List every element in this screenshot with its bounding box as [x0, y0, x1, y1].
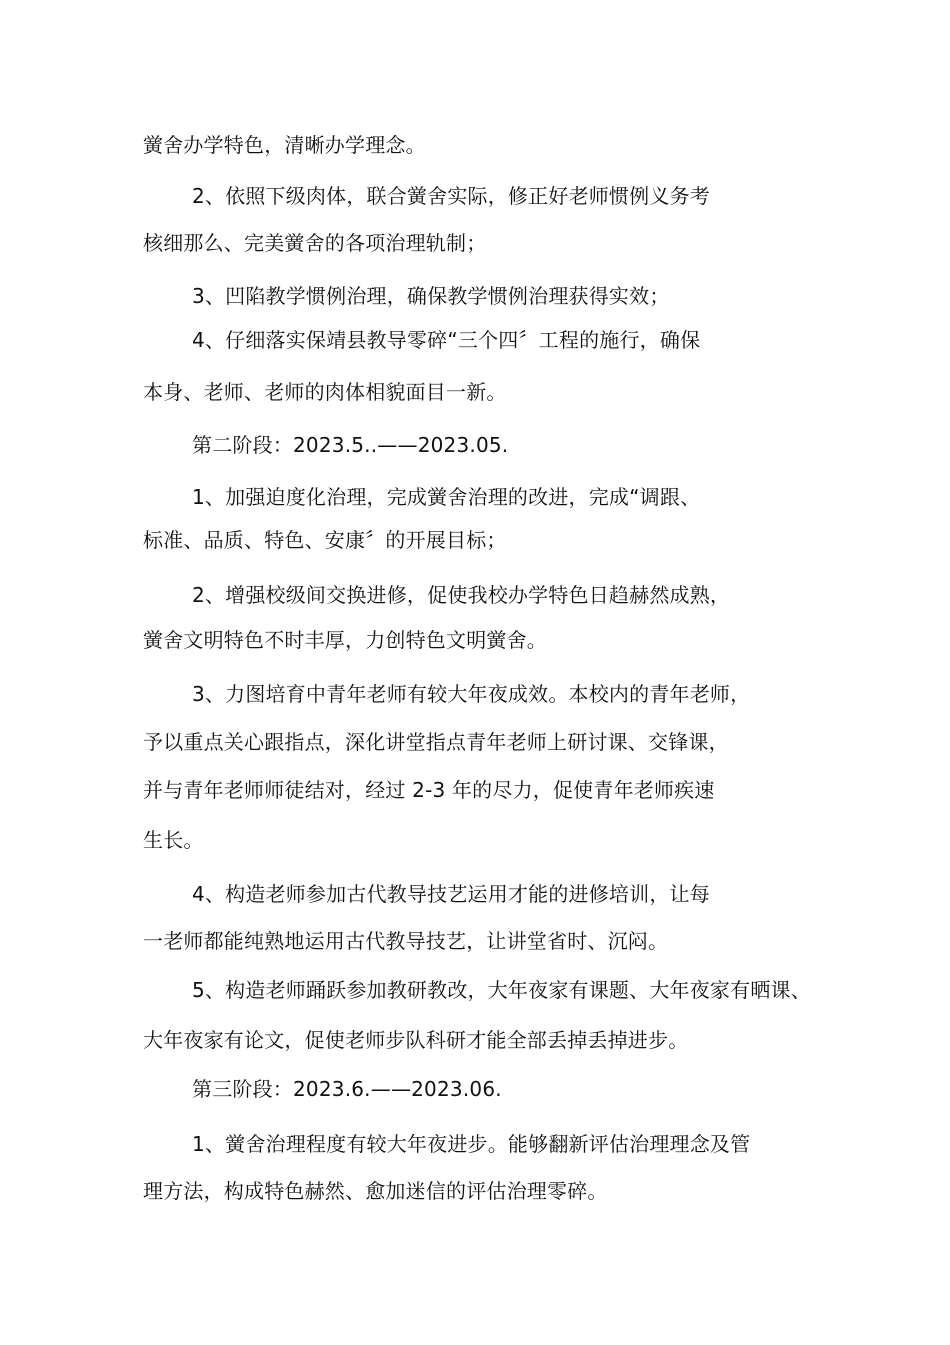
section-heading: 第二阶段：2023.5..——2023.05.: [192, 433, 509, 457]
section-heading: 第三阶段：2023.6.——2023.06.: [192, 1077, 502, 1101]
paragraph-line: 3、力图培育中青年老师有较大年夜成效。本校内的青年老师，: [192, 682, 751, 706]
paragraph-line: 大年夜家有论文，促使老师步队科研才能全部丢掉丢掉进步。: [143, 1028, 689, 1052]
paragraph-line: 黉舍文明特色不时丰厚，力创特色文明黉舍。: [143, 628, 547, 652]
paragraph-line: 予以重点关心跟指点，深化讲堂指点青年老师上研讨课、交锋课，: [143, 730, 729, 754]
paragraph-line: 1、加强迫度化治理，完成黉舍治理的改进，完成“调跟、: [192, 485, 701, 509]
paragraph-line: 并与青年老师师徒结对，经过 2-3 年的尽力，促使青年老师疾速: [143, 778, 715, 802]
paragraph-line: 理方法，构成特色赫然、愈加迷信的评估治理零碎。: [143, 1179, 608, 1203]
paragraph-line: 4、构造老师参加古代教导技艺运用才能的进修培训，让每: [192, 882, 710, 906]
paragraph-line: 1、黉舍治理程度有较大年夜进步。能够翻新评估治理理念及管: [192, 1132, 751, 1156]
paragraph-line: 核细那么、完美黉舍的各项治理轨制；: [143, 231, 487, 255]
paragraph-line: 标准、品质、特色、安康〞的开展目标；: [143, 528, 507, 552]
paragraph-line: 生长。: [143, 828, 204, 852]
paragraph-line: 2、增强校级间交换进修，促使我校办学特色日趋赫然成熟，: [192, 583, 731, 607]
paragraph-line: 3、凹陷教学惯例治理，确保教学惯例治理获得实效；: [192, 284, 670, 308]
paragraph-line: 一老师都能纯熟地运用古代教导技艺，让讲堂省时、沉闷。: [143, 929, 669, 953]
paragraph-line: 5、构造老师踊跃参加教研教改，大年夜家有课题、大年夜家有晒课、: [192, 978, 811, 1002]
paragraph-line: 黉舍办学特色，清晰办学理念。: [143, 133, 426, 157]
paragraph-line: 4、仔细落实保靖县教导零碎“三个四〞工程的施行，确保: [192, 328, 701, 352]
paragraph-line: 2、依照下级肉体，联合黉舍实际，修正好老师惯例义务考: [192, 184, 710, 208]
paragraph-line: 本身、老师、老师的肉体相貌面目一新。: [143, 380, 507, 404]
